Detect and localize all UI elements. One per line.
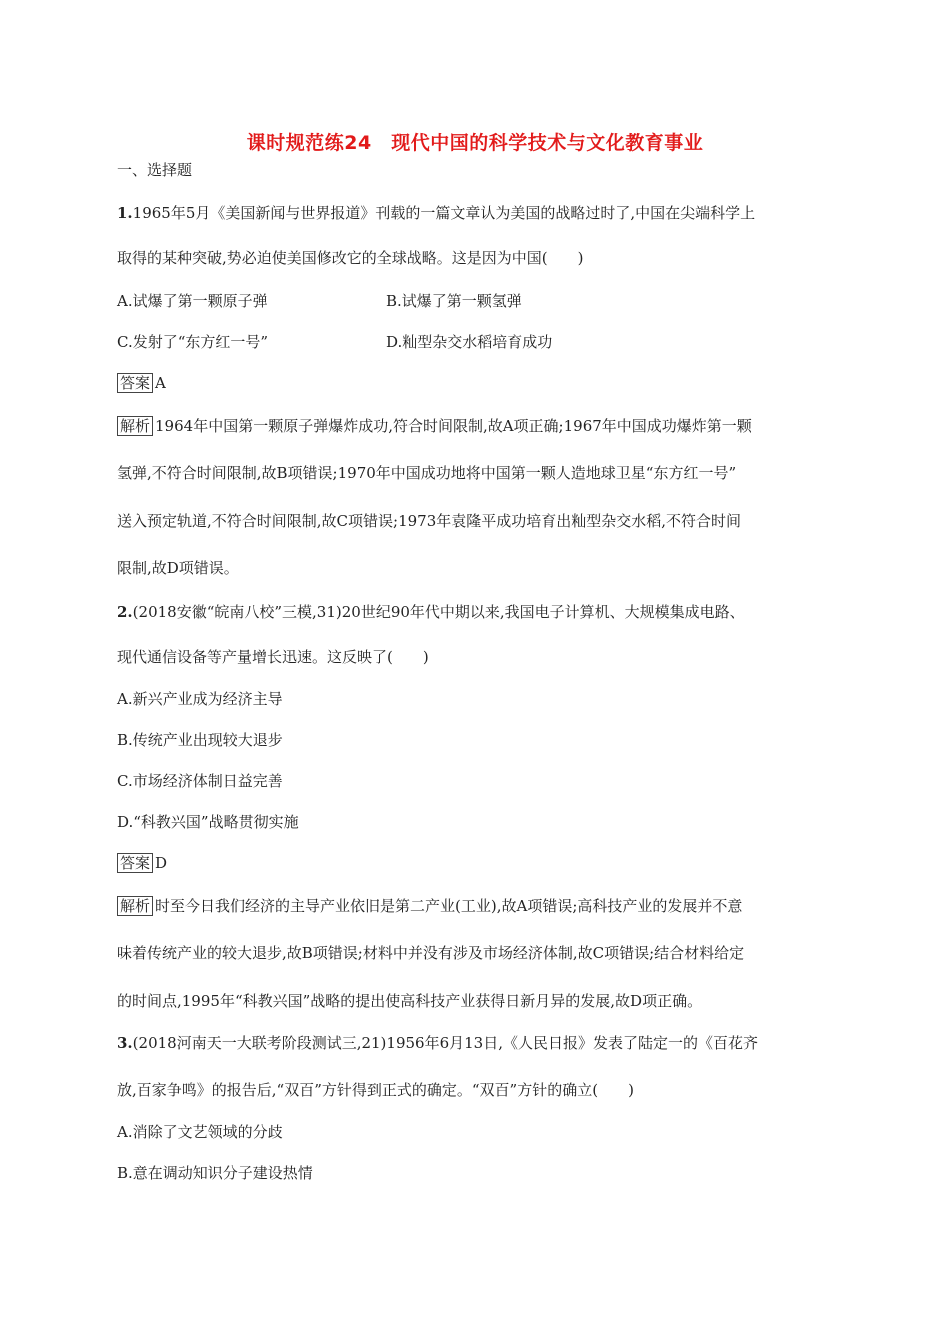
question-number: 1. <box>117 204 133 222</box>
question-2-analysis-line-1: 解析 时至今日我们经济的主导产业依旧是第二产业(工业),故A项错误;高科技产业的发展并不意 <box>117 896 742 916</box>
question-1-answer <box>117 373 166 393</box>
question-2-line-2: 现代通信设备等产量增长迅速。这反映了( ) <box>117 648 429 666</box>
analysis-label: 解析 <box>117 896 153 916</box>
question-1-analysis-line-4: 限制,故D项错误。 <box>117 559 239 577</box>
question-2-answer <box>117 853 167 873</box>
question-1-option-d: D.籼型杂交水稻培育成功 <box>386 333 553 351</box>
analysis-label: 解析 <box>117 416 153 436</box>
question-1-line-2: 取得的某种突破,势必迫使美国修改它的全球战略。这是因为中国( ) <box>117 249 584 267</box>
question-2-option-c: C.市场经济体制日益完善 <box>117 772 283 790</box>
question-2-option-b: B.传统产业出现较大退步 <box>117 731 283 749</box>
question-1-analysis-line-1: 解析 1964年中国第一颗原子弹爆炸成功,符合时间限制,故A项正确;1967年中国成功爆炸第一颗 <box>117 416 752 436</box>
question-3-line-2: 放,百家争鸣》的报告后,“双百”方针得到正式的确定。“双百”方针的确立( ) <box>117 1081 634 1099</box>
answer-label: 答案 <box>117 853 153 873</box>
question-number: 2. <box>117 603 133 621</box>
question-1-analysis-line-3: 送入预定轨道,不符合时间限制,故C项错误;1973年袁隆平成功培育出籼型杂交水稻,不符合时间 <box>117 512 742 530</box>
question-2-analysis-line-2: 味着传统产业的较大退步,故B项错误;材料中并没有涉及市场经济体制,故C项错误;结合材料给定 <box>117 944 745 962</box>
question-3-option-b: B.意在调动知识分子建设热情 <box>117 1164 313 1182</box>
question-2-option-d: D.“科教兴国”战略贯彻实施 <box>117 813 299 831</box>
answer-label: 答案 <box>117 373 153 393</box>
question-number: 3. <box>117 1034 133 1052</box>
question-3-line-1: 3.(2018河南天一大联考阶段测试三,21)1956年6月13日,《人民日报》发表了陆定一的《百花齐 <box>117 1034 758 1052</box>
question-1-option-c: C.发射了“东方红一号” <box>117 333 269 351</box>
question-1-option-b: B.试爆了第一颗氢弹 <box>386 292 522 310</box>
question-2-line-1: 2.(2018安徽“皖南八校”三模,31)20世纪90年代中期以来,我国电子计算机、大规模集成电路、 <box>117 603 745 621</box>
question-3-option-a: A.消除了文艺领域的分歧 <box>117 1123 283 1141</box>
question-1-line-1: 1.1965年5月《美国新闻与世界报道》刊载的一篇文章认为美国的战略过时了,中国在尖端科学上 <box>117 204 756 222</box>
page-title: 课时规范练24 现代中国的科学技术与文化教育事业 <box>246 132 704 154</box>
question-2-option-a: A.新兴产业成为经济主导 <box>117 690 283 708</box>
question-1-analysis-line-2: 氢弹,不符合时间限制,故B项错误;1970年中国成功地将中国第一颗人造地球卫星“东方红一号” <box>117 464 737 482</box>
answer-value: A <box>155 374 166 392</box>
question-2-analysis-line-3: 的时间点,1995年“科教兴国”战略的提出使高科技产业获得日新月异的发展,故D项正确。 <box>117 992 703 1010</box>
section-heading: 一、选择题 <box>117 161 193 179</box>
question-1-option-a: A.试爆了第一颗原子弹 <box>117 292 268 310</box>
answer-value: D <box>155 854 168 872</box>
